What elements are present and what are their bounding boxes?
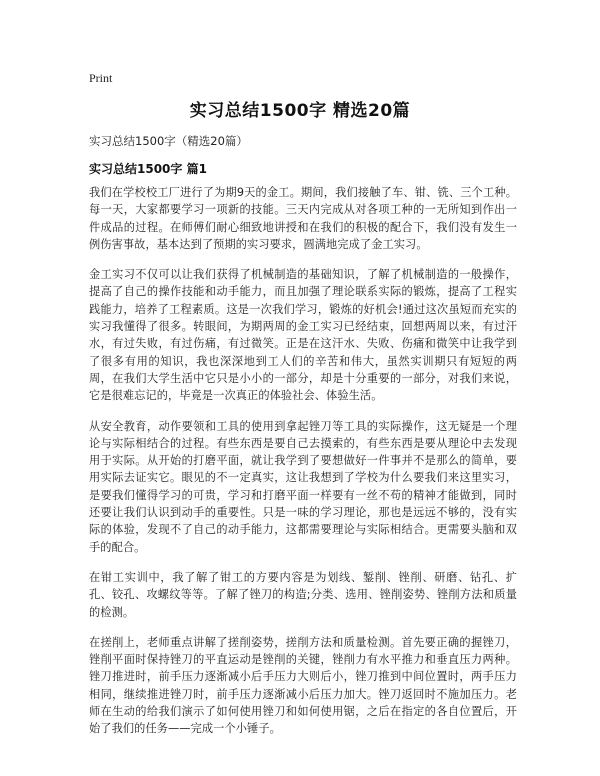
- paragraph-4: 在钳工实训中，我了解了钳工的方要内容是为划线、錾削、锉削、研磨、钻孔、扩孔、铰孔、攻螺纹等等。了解了锉刀的构造;分类、选用、锉削姿势、锉削方法和质量的检测。: [89, 570, 517, 619]
- paragraph-5: 在搓削上，老师重点讲解了搓削姿势，搓削方法和质量检测。首先要正确的握锉刀，锉削平面时保持锉刀的平直运动是锉削的关键，锉削力有水平推力和垂直压力两种。锉刀推进时，前手压力逐渐减小后手压力大则后小，锉刀推到中间位置时，两手压力相同，继续推进锉刀时，前手压力逐渐减小后压力加大。锉刀返回时不施加压力。老师在生动的给我们演示了如何使用锉刀和如何使用锯，之后在指定的各自位置后，开始了我们的任务——完成一个小锤子。: [89, 635, 517, 736]
- section-heading: 实习总结1500字 篇1: [89, 162, 207, 176]
- body-text: [89, 184, 517, 751]
- print-label[interactable]: Print: [89, 71, 113, 85]
- paragraph-1: 我们在学校校工厂进行了为期9天的金工。期间，我们接触了车、钳、铣、三个工种。每一天，大家都要学习一项新的技能。三天内完成从对各项工种的一无所知到作出一件成品的过程。在师傅们耐心细致地讲授和在我们的积极的配合下，我们没有发生一例伤害事故，基本达到了预期的实习要求，圆满地完成了金工实习。: [89, 186, 517, 251]
- document-title: 实习总结1500字 精选20篇: [189, 101, 411, 121]
- paragraph-3: 从安全教育，动作要领和工具的使用到拿起锉刀等工具的实际操作，这无疑是一个理论与实际相结合的过程。有些东西是要自己去摸索的，有些东西是要从理论中去发现用于实际。从开始的打磨平面，就让我学到了要想做好一件事并不是那么的简单，要用实际去证实它。眼见的不一定真实，这让我想到了学校为什么要我们来这里实习，是要我们懂得学习的可贵，学习和打磨平面一样要有一丝不苟的精神才能做到，同时还要让我们认识到动手的重要性。只是一味的学习理论，那也是远远不够的，没有实际的体验，发现不了自己的动手能力，这都需要理论与实际相结合。更需要头脑和双手的配合。: [89, 419, 517, 554]
- document-subtitle: 实习总结1500字（精选20篇）: [89, 134, 248, 148]
- paragraph-2: 金工实习不仅可以让我们获得了机械制造的基础知识，了解了机械制造的一般操作，提高了自己的操作技能和动手能力，而且加强了理论联系实际的锻炼，提高了工程实践能力，培养了工程素质。这是一次我们学习，锻炼的好机会!通过这次虽短而充实的实习我懂得了很多。转眼间，为期两周的金工实习已经结束，回想两周以来，有过汗水，有过失败，有过伤痛，有过微笑。正是在这汗水、失败、伤痛和微笑中让我学到了很多有用的知识，我也深深地到工人们的辛苦和伟大，虽然实训期只有短短的两周，在我们大学生活中它只是小小的一部分，却是十分重要的一部分，对我们来说，它是很难忘记的，毕竟是一次真正的体验社会、体验生活。: [89, 268, 517, 403]
